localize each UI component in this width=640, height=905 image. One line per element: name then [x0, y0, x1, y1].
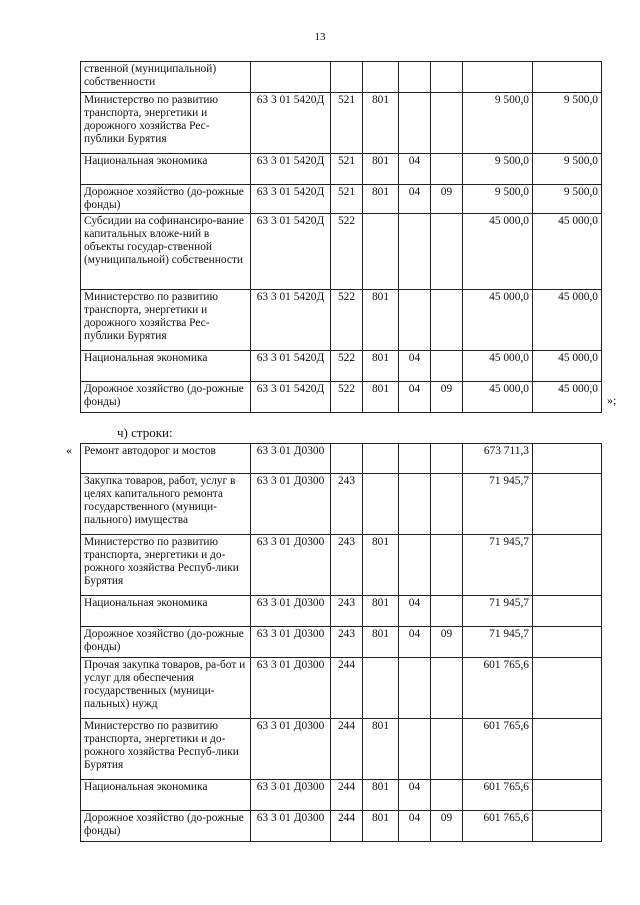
ministry-code: 801: [363, 596, 399, 627]
row-name: Дорожное хозяйство (до-рожные фонды): [81, 811, 251, 842]
section-code: 04: [399, 185, 431, 214]
amount-1: 601 765,6: [463, 811, 533, 842]
section-code: 04: [399, 351, 431, 382]
amount-1: 45 000,0: [463, 214, 533, 290]
target-code: 63 3 01 5420Д: [251, 382, 331, 413]
section-code: 04: [399, 627, 431, 658]
row-name: Прочая закупка товаров, ра-бот и услуг для обеспечения государственных (муници-пальных) нужд: [81, 658, 251, 719]
row-name: Дорожное хозяйство (до-рожные фонды): [81, 185, 251, 214]
amount-2: 45 000,0: [533, 290, 602, 351]
subsection-code: [431, 351, 463, 382]
amount-2: 45 000,0: [533, 351, 602, 382]
expense-type: 243: [331, 596, 363, 627]
amount-2: [533, 658, 602, 719]
target-code: 63 3 01 Д0300: [251, 535, 331, 596]
expense-type: 521: [331, 185, 363, 214]
subsection-code: [431, 154, 463, 185]
amount-1: 45 000,0: [463, 382, 533, 413]
table-row: [81, 62, 602, 93]
expense-type: 244: [331, 811, 363, 842]
section-code: [399, 658, 431, 719]
expense-type: 243: [331, 474, 363, 535]
table-row: [81, 474, 602, 535]
amount-1: 601 765,6: [463, 658, 533, 719]
ministry-code: 801: [363, 351, 399, 382]
row-name: Министерство по развитию транспорта, энергетики и дорожного хозяйства Рес-публики Бурятия: [81, 93, 251, 154]
section-code: [399, 719, 431, 780]
table-row: [81, 351, 602, 382]
budget-table-1: [80, 61, 602, 413]
row-name: Дорожное хозяйство (до-рожные фонды): [81, 382, 251, 413]
table-row: [81, 93, 602, 154]
amount-2: [533, 535, 602, 596]
expense-type: 522: [331, 290, 363, 351]
target-code: 63 3 01 Д0300: [251, 627, 331, 658]
subsection-code: [431, 474, 463, 535]
table-row: [81, 154, 602, 185]
section-code: 04: [399, 811, 431, 842]
table-row: [81, 811, 602, 842]
expense-type: 243: [331, 535, 363, 596]
subsection-code: [431, 658, 463, 719]
table-row: [81, 535, 602, 596]
amount-2: 9 500,0: [533, 154, 602, 185]
ministry-code: 801: [363, 719, 399, 780]
subsection-code: [431, 780, 463, 811]
expense-type: 522: [331, 351, 363, 382]
amount-1: 45 000,0: [463, 290, 533, 351]
subsection-code: 09: [431, 382, 463, 413]
subsection-code: 09: [431, 627, 463, 658]
subsection-code: [431, 62, 463, 93]
amount-2: [533, 474, 602, 535]
subsection-code: [431, 719, 463, 780]
target-code: 63 3 01 Д0300: [251, 719, 331, 780]
subsection-code: [431, 535, 463, 596]
subsection-code: [431, 214, 463, 290]
subsection-code: 09: [431, 811, 463, 842]
closing-quote-mark: »;: [607, 393, 617, 407]
table-row: [81, 185, 602, 214]
amount-2: [533, 444, 602, 474]
amount-2: [533, 719, 602, 780]
budget-table-2: [80, 443, 602, 842]
ministry-code: [363, 444, 399, 474]
amount-2: [533, 596, 602, 627]
ministry-code: [363, 214, 399, 290]
table-row: [81, 444, 602, 474]
amount-1: 71 945,7: [463, 535, 533, 596]
amount-2: [533, 780, 602, 811]
target-code: 63 3 01 Д0300: [251, 596, 331, 627]
section-code: [399, 474, 431, 535]
ministry-code: 801: [363, 382, 399, 413]
row-name: ственной (муниципальной) собственности: [81, 62, 251, 93]
table-row: [81, 290, 602, 351]
ministry-code: 801: [363, 154, 399, 185]
table-row: [81, 382, 602, 413]
amount-1: 45 000,0: [463, 351, 533, 382]
target-code: 63 3 01 5420Д: [251, 351, 331, 382]
row-name: Национальная экономика: [81, 780, 251, 811]
ministry-code: 801: [363, 93, 399, 154]
row-name: Министерство по развитию транспорта, энергетики и до-рожного хозяйства Респуб-лики Бурятия: [81, 719, 251, 780]
target-code: [251, 62, 331, 93]
target-code: 63 3 01 5420Д: [251, 185, 331, 214]
table-row: [81, 627, 602, 658]
table-row: [81, 780, 602, 811]
page-number: 13: [314, 31, 326, 43]
section-code: [399, 93, 431, 154]
section-code: [399, 444, 431, 474]
row-name: Национальная экономика: [81, 154, 251, 185]
ministry-code: 801: [363, 185, 399, 214]
row-name: Национальная экономика: [81, 351, 251, 382]
target-code: 63 3 01 Д0300: [251, 444, 331, 474]
expense-type: [331, 62, 363, 93]
section-code: [399, 214, 431, 290]
ministry-code: 801: [363, 780, 399, 811]
ministry-code: [363, 474, 399, 535]
row-name: Дорожное хозяйство (до-рожные фонды): [81, 627, 251, 658]
subsection-code: [431, 444, 463, 474]
target-code: 63 3 01 Д0300: [251, 780, 331, 811]
ministry-code: 801: [363, 811, 399, 842]
amount-1: 601 765,6: [463, 719, 533, 780]
table-row: [81, 214, 602, 290]
amount-1: 673 711,3: [463, 444, 533, 474]
opening-quote-mark: «: [66, 443, 72, 457]
amount-2: 9 500,0: [533, 93, 602, 154]
amount-2: [533, 62, 602, 93]
target-code: 63 3 01 Д0300: [251, 658, 331, 719]
subsection-code: 09: [431, 185, 463, 214]
section-code: 04: [399, 382, 431, 413]
section-code: [399, 535, 431, 596]
table-row: [81, 658, 602, 719]
table-row: [81, 596, 602, 627]
amount-2: 45 000,0: [533, 214, 602, 290]
amount-1: 71 945,7: [463, 474, 533, 535]
section-code: [399, 290, 431, 351]
section-code: 04: [399, 154, 431, 185]
ministry-code: 801: [363, 627, 399, 658]
amount-1: 9 500,0: [463, 154, 533, 185]
expense-type: 244: [331, 780, 363, 811]
amount-1: 9 500,0: [463, 93, 533, 154]
amount-1: 71 945,7: [463, 596, 533, 627]
row-name: Министерство по развитию транспорта, энергетики и дорожного хозяйства Рес-публики Бурятия: [81, 290, 251, 351]
row-name: Закупка товаров, работ, услуг в целях капитального ремонта государственного (муници-пального) имущества: [81, 474, 251, 535]
expense-type: 522: [331, 214, 363, 290]
amount-1: 9 500,0: [463, 185, 533, 214]
expense-type: 522: [331, 382, 363, 413]
row-name: Министерство по развитию транспорта, энергетики и до-рожного хозяйства Респуб-лики Бурятия: [81, 535, 251, 596]
expense-type: 243: [331, 627, 363, 658]
expense-type: 521: [331, 154, 363, 185]
ministry-code: [363, 658, 399, 719]
expense-type: 244: [331, 658, 363, 719]
subsection-code: [431, 596, 463, 627]
amount-2: [533, 627, 602, 658]
section-heading: ч) строки:: [117, 425, 173, 440]
subsection-code: [431, 93, 463, 154]
target-code: 63 3 01 5420Д: [251, 290, 331, 351]
target-code: 63 3 01 Д0300: [251, 474, 331, 535]
expense-type: 521: [331, 93, 363, 154]
row-name: Субсидии на софинансиро-вание капитальных вложе-ний в объекты государ-ственной (муниципальной) собственности: [81, 214, 251, 290]
section-code: 04: [399, 780, 431, 811]
target-code: 63 3 01 5420Д: [251, 154, 331, 185]
target-code: 63 3 01 Д0300: [251, 811, 331, 842]
amount-2: 45 000,0: [533, 382, 602, 413]
ministry-code: 801: [363, 290, 399, 351]
ministry-code: [363, 62, 399, 93]
row-name: Ремонт автодорог и мостов: [81, 444, 251, 474]
amount-1: 601 765,6: [463, 780, 533, 811]
amount-2: [533, 811, 602, 842]
section-code: [399, 62, 431, 93]
subsection-code: [431, 290, 463, 351]
ministry-code: 801: [363, 535, 399, 596]
expense-type: [331, 444, 363, 474]
target-code: 63 3 01 5420Д: [251, 214, 331, 290]
expense-type: 244: [331, 719, 363, 780]
amount-1: [463, 62, 533, 93]
amount-2: 9 500,0: [533, 185, 602, 214]
row-name: Национальная экономика: [81, 596, 251, 627]
target-code: 63 3 01 5420Д: [251, 93, 331, 154]
table-row: [81, 719, 602, 780]
section-code: 04: [399, 596, 431, 627]
amount-1: 71 945,7: [463, 627, 533, 658]
